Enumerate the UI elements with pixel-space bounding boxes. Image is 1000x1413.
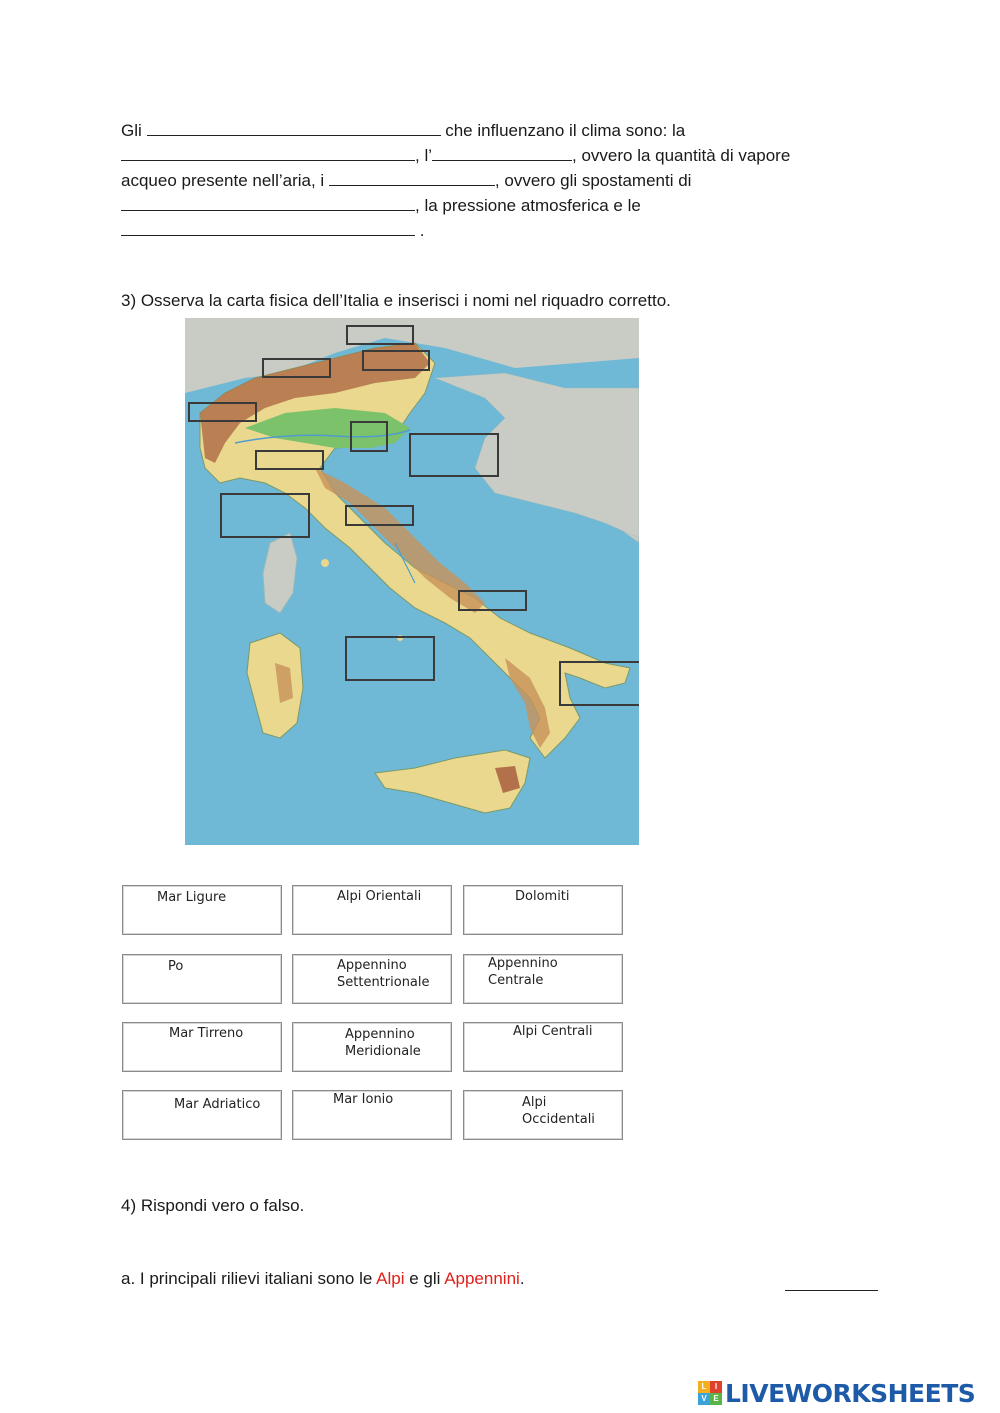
blank-answer[interactable] xyxy=(121,143,415,161)
text: . xyxy=(519,1269,525,1288)
question-3: 3) Osserva la carta fisica dell’Italia e inserisci i nomi nel riquadro corretto. xyxy=(121,291,671,310)
true-false-answer-field[interactable] xyxy=(785,1290,878,1291)
map-box-appennino-centrale[interactable] xyxy=(345,505,414,526)
blank-answer[interactable] xyxy=(432,143,572,161)
word-card[interactable] xyxy=(122,885,282,935)
map-box-mar-tirreno[interactable] xyxy=(345,636,435,681)
word-card[interactable] xyxy=(122,1022,282,1072)
italy-physical-map xyxy=(185,318,639,845)
map-graphic xyxy=(185,318,639,845)
word-card[interactable] xyxy=(122,954,282,1004)
map-box-alpi-centrali[interactable] xyxy=(346,325,414,345)
liveworksheets-logo xyxy=(698,1378,975,1408)
word-label: Po xyxy=(168,959,184,974)
word-label: Alpi Occidentali xyxy=(522,1095,595,1127)
word-label: Mar Tirreno xyxy=(169,1026,244,1041)
word-label: Mar Ligure xyxy=(157,890,227,905)
map-box-dolomiti[interactable] xyxy=(362,350,430,371)
logo-letter: I xyxy=(710,1381,722,1393)
text: , l’ xyxy=(415,146,432,165)
word-label: Appennino Centrale xyxy=(488,956,558,988)
map-box-po[interactable] xyxy=(350,421,388,452)
text: che influenzano il clima sono: la xyxy=(440,121,686,140)
map-box-appennino-settentrionale[interactable] xyxy=(255,450,324,470)
text: . xyxy=(415,221,425,240)
word-card[interactable] xyxy=(292,954,452,1004)
text: a. I principali rilievi italiani sono le xyxy=(121,1269,377,1288)
map-box-appennino-meridionale[interactable] xyxy=(458,590,527,611)
logo-letter: L xyxy=(698,1381,710,1393)
word-card[interactable] xyxy=(122,1090,282,1140)
text: , ovvero la quantità di vapore xyxy=(572,146,791,165)
text: , ovvero gli spostamenti di xyxy=(494,171,692,190)
word-label: Appennino Meridionale xyxy=(345,1027,421,1059)
word-card[interactable] xyxy=(463,1022,623,1072)
text: , la pressione atmosferica e le xyxy=(415,196,641,215)
climate-paragraph xyxy=(121,118,841,243)
word-label: Mar Ionio xyxy=(333,1092,394,1107)
blank-answer[interactable] xyxy=(121,218,415,236)
word-label: Mar Adriatico xyxy=(174,1097,261,1112)
map-box-mar-ligure[interactable] xyxy=(220,493,310,538)
word-card[interactable] xyxy=(292,1022,452,1072)
word-card[interactable] xyxy=(292,885,452,935)
word-card[interactable] xyxy=(292,1090,452,1140)
logo-letter: E xyxy=(710,1393,722,1405)
word-label: Alpi Centrali xyxy=(513,1024,593,1039)
map-box-alpi-occidentali[interactable] xyxy=(188,402,257,422)
word-label: Dolomiti xyxy=(515,889,570,904)
blank-answer[interactable] xyxy=(147,118,441,136)
word-card[interactable] xyxy=(463,954,623,1004)
text: Gli xyxy=(121,121,147,140)
map-box-mar-adriatico[interactable] xyxy=(409,433,499,477)
logo-letter: V xyxy=(698,1393,710,1405)
highlight-appennini: Appennini xyxy=(444,1269,520,1288)
blank-answer[interactable] xyxy=(329,168,495,186)
word-card[interactable] xyxy=(463,885,623,935)
blank-answer[interactable] xyxy=(121,193,415,211)
word-label: Appennino Settentrionale xyxy=(337,958,430,990)
map-box-alpi-centrali-2[interactable] xyxy=(262,358,331,378)
word-label: Alpi Orientali xyxy=(337,889,422,904)
text: acqueo presente nell’aria, i xyxy=(121,171,329,190)
logo-mark-icon xyxy=(698,1381,722,1405)
word-card[interactable] xyxy=(463,1090,623,1140)
question-4: 4) Rispondi vero o falso. xyxy=(121,1196,305,1215)
map-box-mar-ionio[interactable] xyxy=(559,661,639,706)
logo-text: LIVEWORKSHEETS xyxy=(725,1378,976,1408)
highlight-alpi: Alpi xyxy=(376,1269,405,1288)
text: e gli xyxy=(404,1269,445,1288)
word-bank xyxy=(122,885,626,1141)
statement-a xyxy=(121,1269,525,1289)
